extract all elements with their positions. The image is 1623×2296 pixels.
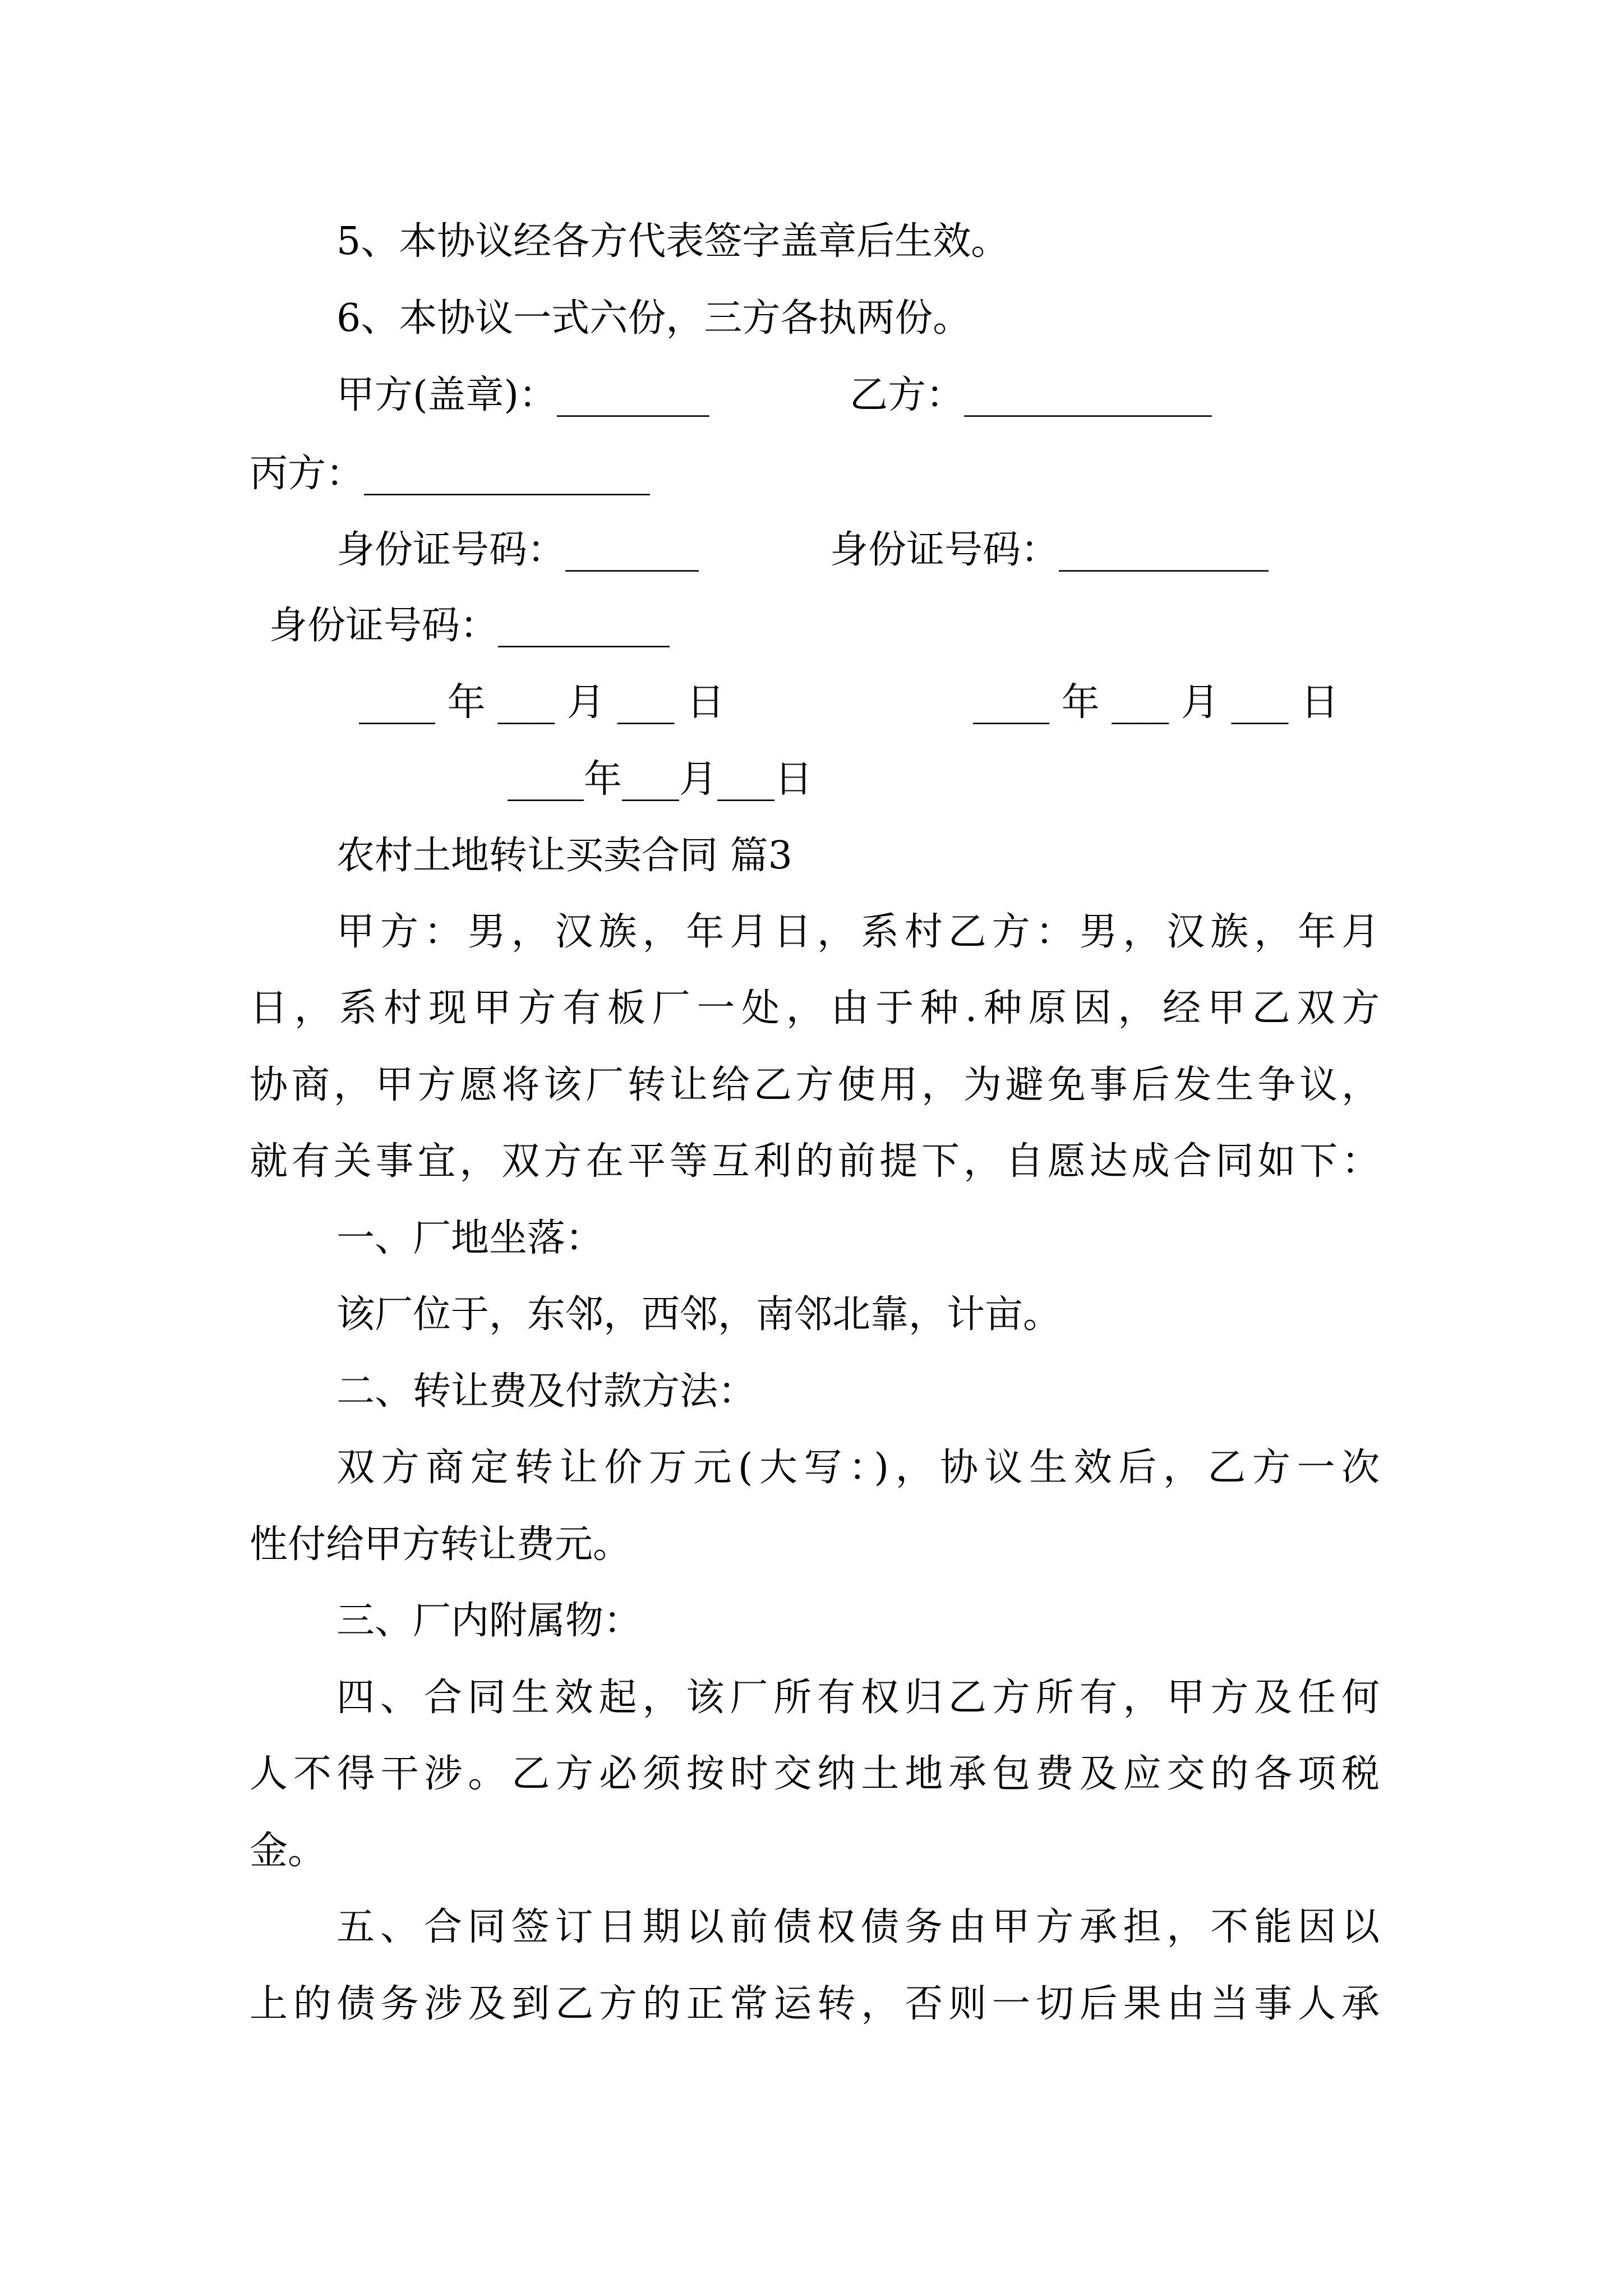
intro-line-4: 就有关事宜，双方在平等互利的前提下，自愿达成合同如下： xyxy=(250,1139,1380,1184)
party-a-signature: 甲方(盖章)：________ xyxy=(336,373,710,417)
clause-2-heading: 二、转让费及付款方法： xyxy=(336,1369,757,1414)
intro-line-1: 甲方：男，汉族，年月日，系村乙方：男，汉族，年月 xyxy=(336,910,1380,954)
intro-line-2: 日，系村现甲方有板厂一处，由于种.种原因，经甲乙双方 xyxy=(250,986,1380,1030)
id-number-c: 身份证号码：_________ xyxy=(269,604,670,648)
date-line-a: ____ 年 ___ 月 ___ 日 xyxy=(359,680,725,725)
clause-3-heading: 三、厂内附属物： xyxy=(336,1599,642,1643)
clause-1-heading: 一、厂地坐落： xyxy=(336,1216,604,1260)
clause-2-line-2: 性付给甲方转让费元。 xyxy=(250,1522,631,1567)
clause-5-line-2: 上的债务涉及到乙方的正常运转，否则一切后果由当事人承 xyxy=(250,1982,1380,2026)
id-number-a: 身份证号码：_______ xyxy=(336,528,699,572)
id-number-b: 身份证号码：___________ xyxy=(830,528,1269,572)
section-title: 农村土地转让买卖合同 篇3 xyxy=(336,834,792,878)
clause-6-top: 6、本协议一式六份，三方各执两份。 xyxy=(336,296,971,341)
clause-5-line-1: 五、合同签订日期以前债权债务由甲方承担，不能因以 xyxy=(336,1905,1380,1949)
clause-4-line-3: 金。 xyxy=(250,1829,326,1873)
clause-4-line-1: 四、合同生效起，该厂所有权归乙方所有，甲方及任何 xyxy=(336,1676,1380,1720)
clause-4-line-2: 人不得干涉。乙方必须按时交纳土地承包费及应交的各项税 xyxy=(250,1752,1380,1796)
party-c-signature: 丙方：_______________ xyxy=(250,452,651,496)
clause-2-line-1: 双方商定转让价万元(大写：)，协议生效后，乙方一次 xyxy=(336,1446,1380,1490)
party-b-signature: 乙方：_____________ xyxy=(850,373,1212,417)
date-line-b: ____ 年 ___ 月 ___ 日 xyxy=(973,680,1339,725)
clause-5-top: 5、本协议经各方代表签字盖章后生效。 xyxy=(336,219,1009,264)
date-line-c: ____年___月___日 xyxy=(508,757,813,802)
clause-1-body: 该厂位于，东邻，西邻，南邻北靠，计亩。 xyxy=(336,1292,1062,1337)
intro-line-3: 协商，甲方愿将该厂转让给乙方使用，为避免事后发生争议， xyxy=(250,1063,1380,1107)
